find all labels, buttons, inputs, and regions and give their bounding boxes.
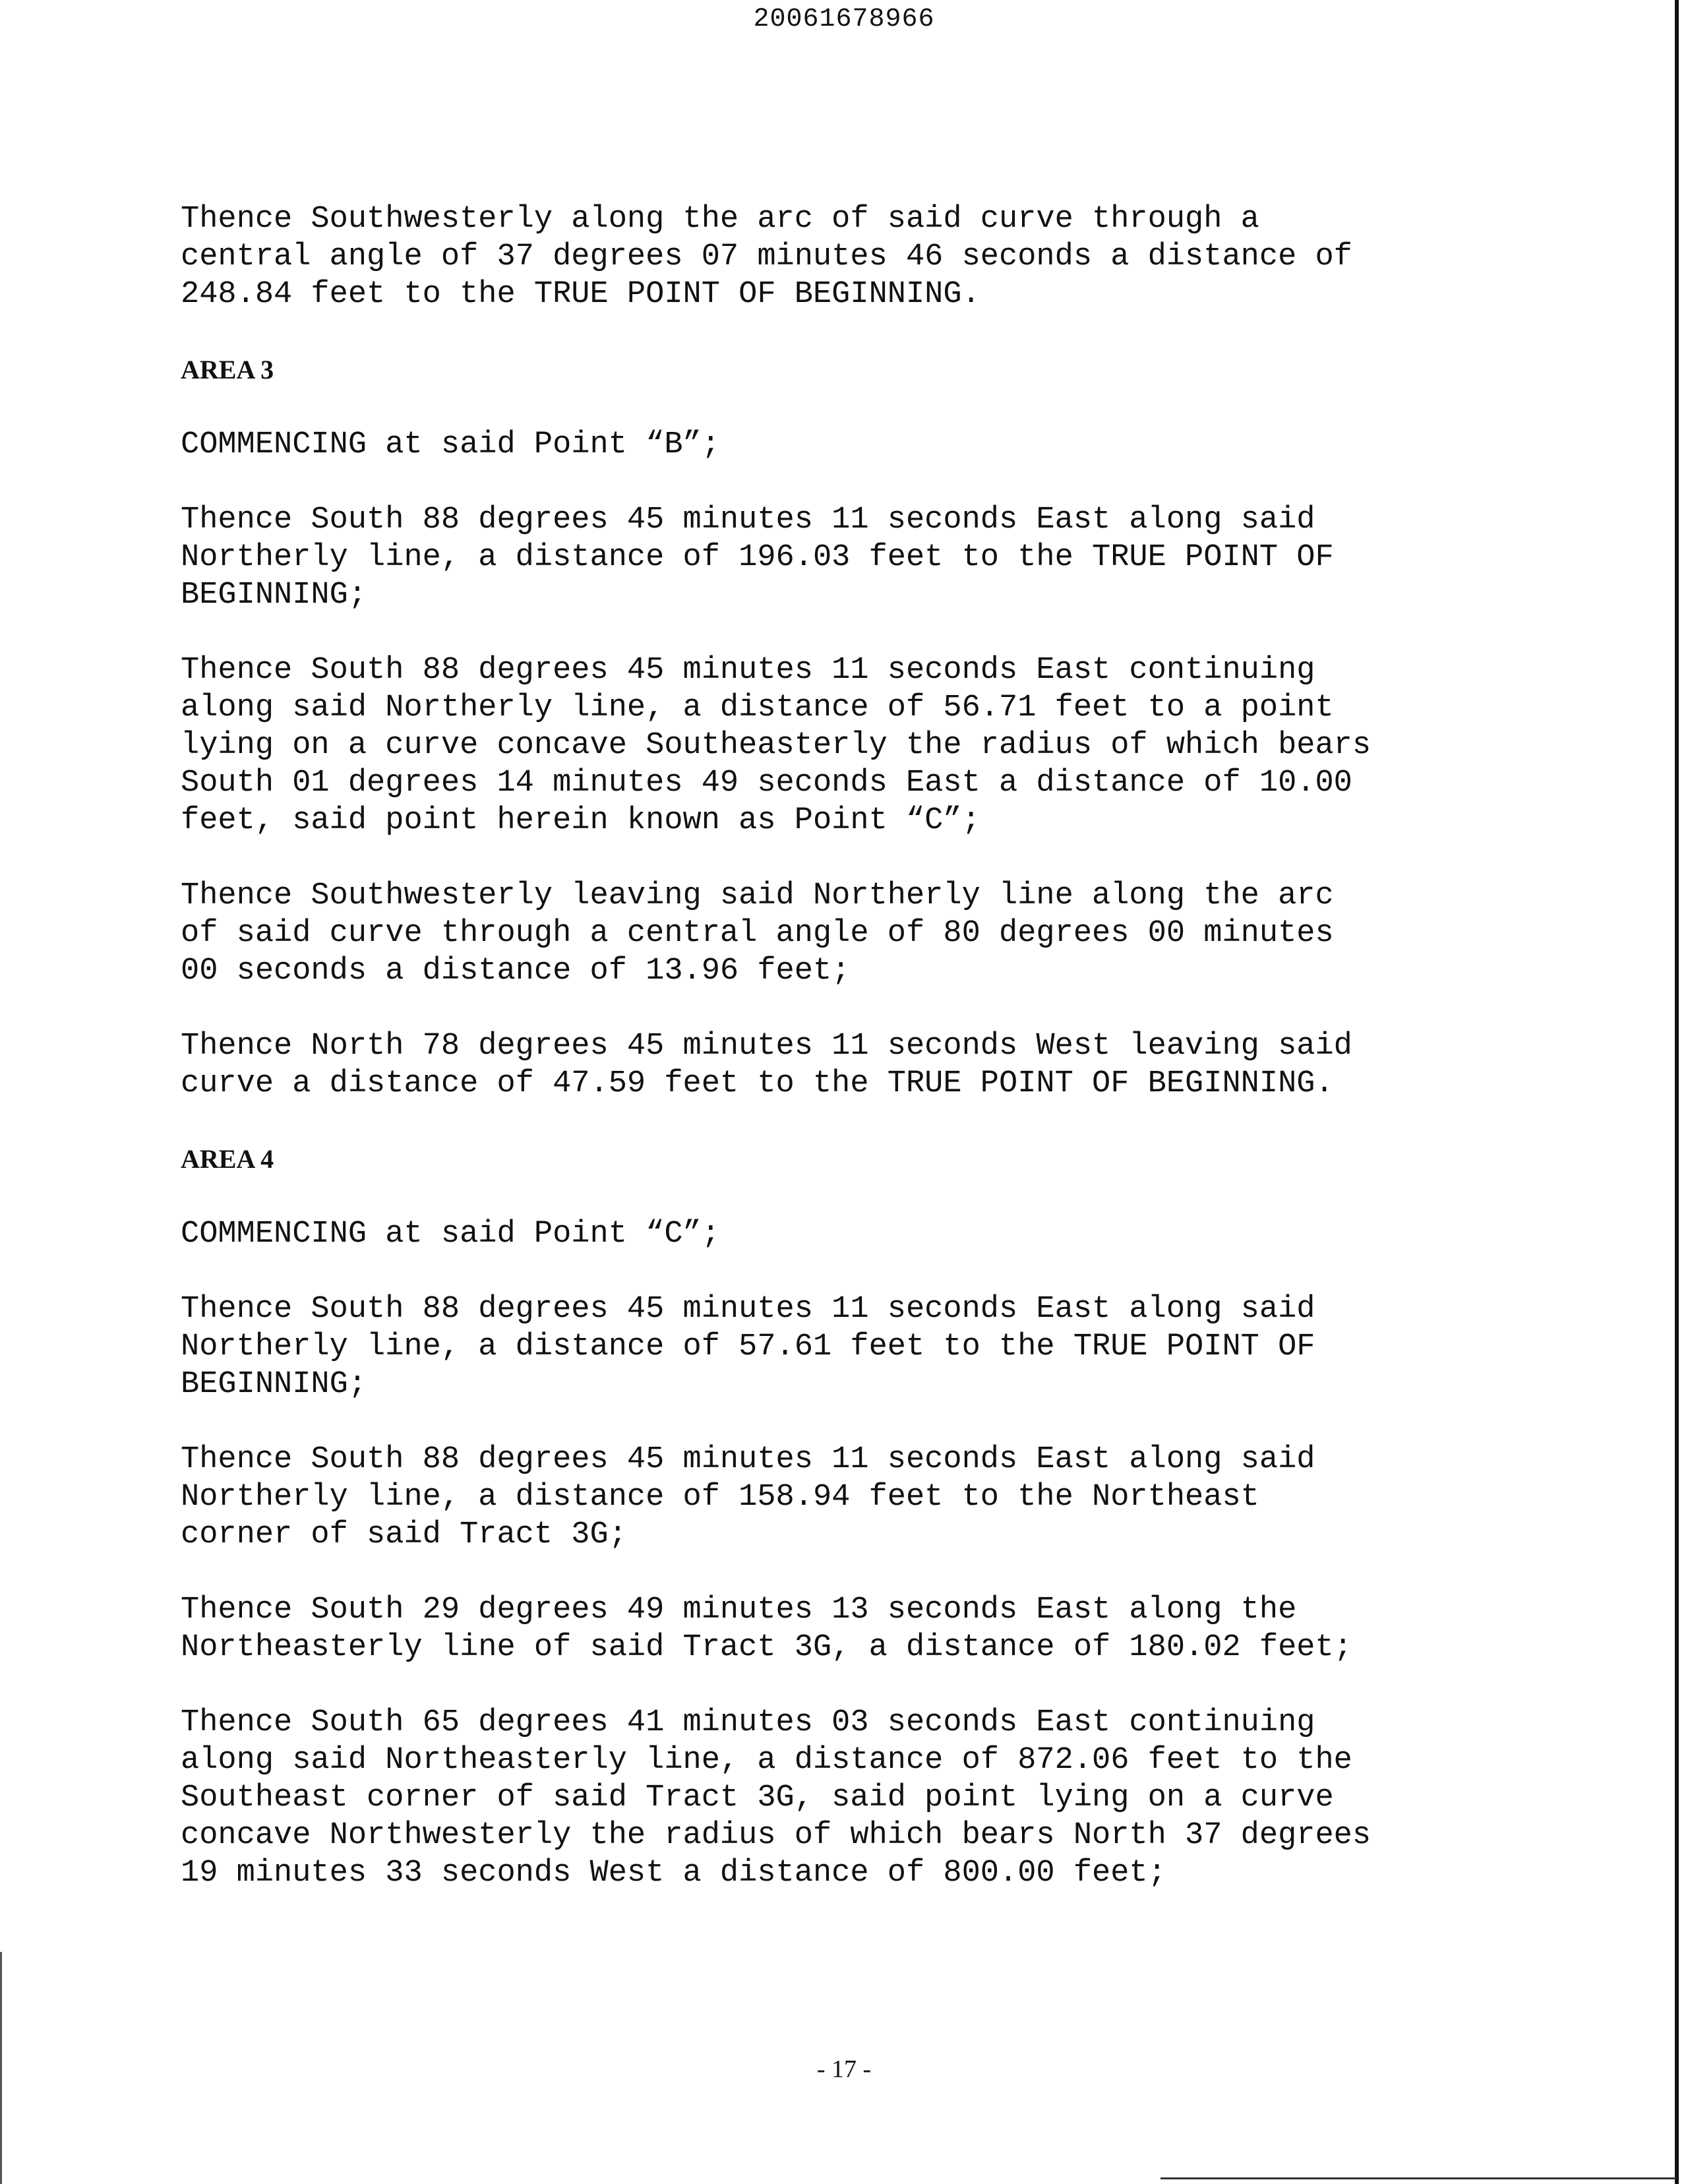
heading-area-3: AREA 3 bbox=[181, 355, 274, 384]
paragraph-area3-course-3: Thence Southwesterly leaving said Northerly line along the arc of said curve through a central angle of 80 degrees 00 minutes 00 seconds a distance of 13.96 feet; bbox=[181, 878, 1334, 988]
page-number: - 17 - bbox=[816, 2055, 872, 2083]
heading-area-4: AREA 4 bbox=[181, 1144, 274, 1174]
scan-edge-left bbox=[0, 1952, 2, 2184]
scan-edge-right bbox=[1675, 0, 1679, 2184]
paragraph-area3-course-1: Thence South 88 degrees 45 minutes 11 seconds East along said Northerly line, a distance of 196.03 feet to the TRUE POINT OF BEGINNING; bbox=[181, 502, 1334, 613]
paragraph-area4-course-4: Thence South 65 degrees 41 minutes 03 seconds East continuing along said Northeasterly line, a distance of 872.06 feet to the Southeast corner of said Tract 3G, said point lying on a curve concave Northwesterly the radius of which bears North 37 degrees 19 minutes 33 seconds West a distance of 800.00 feet; bbox=[181, 1705, 1372, 1891]
document-number: 20061678966 bbox=[753, 5, 935, 34]
paragraph-area3-course-4: Thence North 78 degrees 45 minutes 11 seconds West leaving said curve a distance of 47.59 feet to the TRUE POINT OF BEGINNING. bbox=[181, 1029, 1352, 1101]
paragraph-commencing-point-c: COMMENCING at said Point “C”; bbox=[181, 1217, 720, 1252]
scan-edge-bottom bbox=[1160, 2177, 1676, 2179]
paragraph-arc-to-beginning: Thence Southwesterly along the arc of said curve through a central angle of 37 degrees 07 minutes 46 seconds a distance of 248.84 feet to the TRUE POINT OF BEGINNING. bbox=[181, 202, 1352, 312]
paragraph-commencing-point-b: COMMENCING at said Point “B”; bbox=[181, 427, 720, 462]
legal-description-body bbox=[181, 200, 1499, 1929]
paragraph-area3-course-2: Thence South 88 degrees 45 minutes 11 seconds East continuing along said Northerly line, a distance of 56.71 feet to a point lying on a curve concave Southeasterly the radius of which bears South 01 degrees 14 minutes 49 seconds East a distance of 10.00 feet, said point herein known as Point “C”; bbox=[181, 653, 1372, 838]
paragraph-area4-course-3: Thence South 29 degrees 49 minutes 13 seconds East along the Northeasterly line of said Tract 3G, a distance of 180.02 feet; bbox=[181, 1592, 1352, 1665]
paragraph-area4-course-1: Thence South 88 degrees 45 minutes 11 seconds East along said Northerly line, a distance of 57.61 feet to the TRUE POINT OF BEGINNING; bbox=[181, 1292, 1315, 1402]
paragraph-area4-course-2: Thence South 88 degrees 45 minutes 11 seconds East along said Northerly line, a distance of 158.94 feet to the Northeast corner of said Tract 3G; bbox=[181, 1442, 1315, 1552]
